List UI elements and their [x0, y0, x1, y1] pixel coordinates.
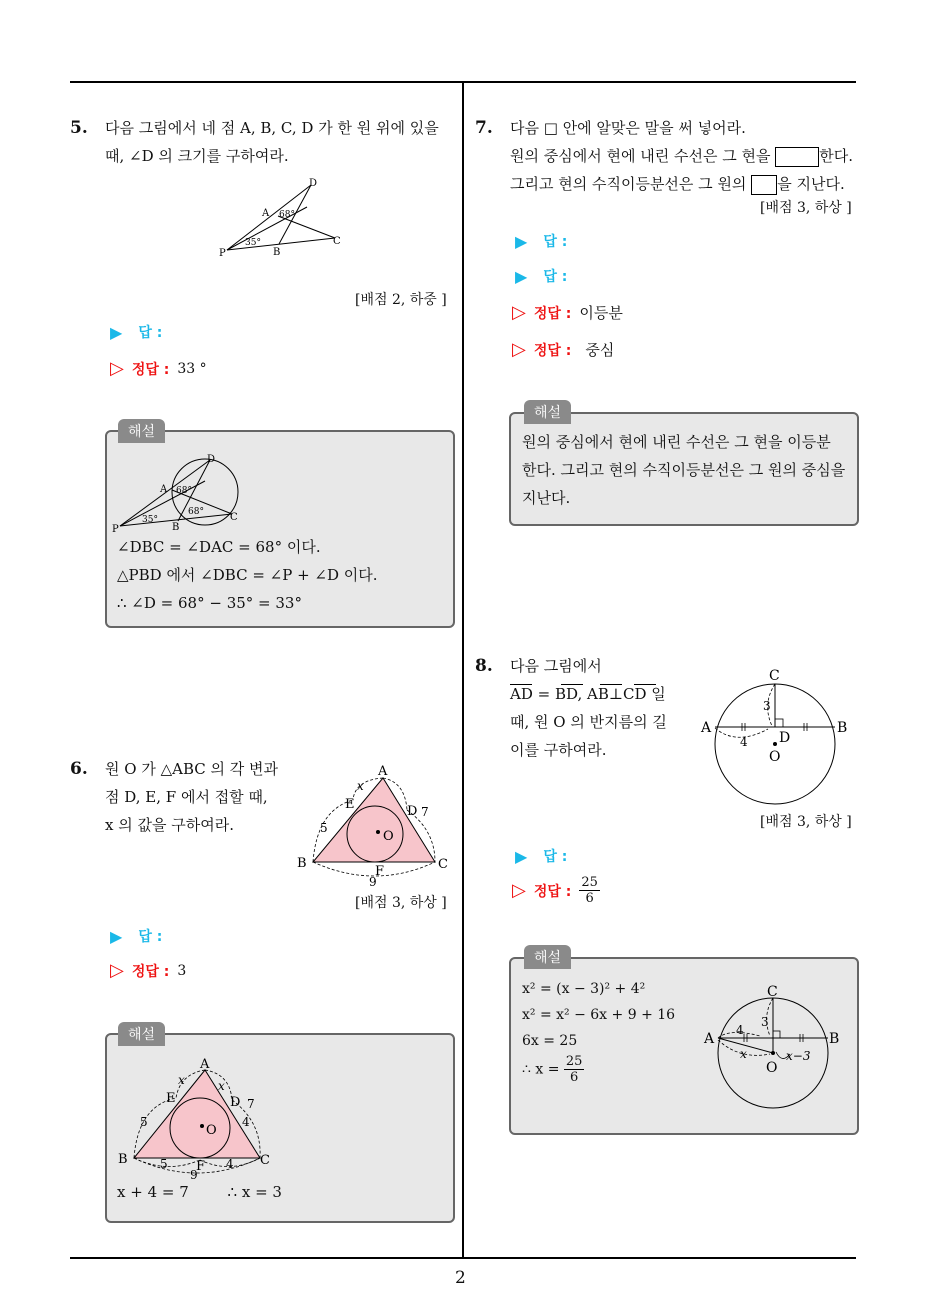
- exp6-fig-4b: 4: [226, 1157, 234, 1171]
- q7-correct-row-1: [512, 302, 623, 323]
- q5-explanation-figure: [110, 448, 250, 538]
- q5-number: 5.: [70, 118, 88, 138]
- answer-label: 답 :: [138, 325, 163, 341]
- exp6-fig-o: O: [206, 1123, 217, 1138]
- exp-angle-68b: 68°: [188, 507, 204, 517]
- q5-question: 다음 그림에서 네 점 A, B, C, D 가 한 원 위에 있을 때, ∠D 의 크기를 구하여라.: [105, 119, 439, 165]
- q6-meta: [배점 3, 하상 ]: [355, 895, 447, 911]
- q6-number: 6.: [70, 759, 88, 779]
- q8-fig-4: 4: [740, 735, 748, 749]
- q7-correct-row-2: [512, 339, 614, 360]
- q7-explanation-tab: 해설: [524, 400, 571, 424]
- q6-fig-o: O: [383, 829, 394, 844]
- exp-fig-p: P: [112, 524, 119, 535]
- exp6-fig-5a: 5: [140, 1115, 148, 1129]
- answer-label: 답 :: [543, 269, 568, 285]
- q5-explanation-text: ∠DBC = ∠DAC = 68° 이다. △PBD 에서 ∠DBC = ∠P + ∠D 이다. ∴ ∠D = 68° − 35° = 33°: [117, 538, 378, 612]
- q7-answer-row-2: [515, 266, 567, 286]
- exp-fig-a: A: [160, 484, 168, 495]
- q8-overline-ad: [510, 684, 532, 685]
- q8-fig-o: O: [769, 749, 781, 765]
- fig-a: A: [262, 208, 270, 219]
- q6-question: 원 O 가 △ABC 의 각 변과 점 D, E, F 에서 접할 때, x 의 값을 구하여라.: [105, 760, 278, 834]
- q6-fig-d: D: [407, 804, 418, 819]
- exp8-fig-3: 3: [761, 1015, 769, 1029]
- q8-answer-row: [515, 846, 567, 866]
- q6-fig-9: 9: [369, 875, 377, 889]
- q6-fig-b: B: [297, 856, 307, 871]
- q7-number: 7.: [475, 118, 493, 138]
- q5-correct-value: 33 °: [177, 360, 207, 377]
- angle-68-label: 68°: [279, 210, 295, 220]
- q6-fig-7: 7: [421, 805, 429, 819]
- q6-fig-e: E: [345, 797, 355, 812]
- q5-figure: [215, 172, 350, 264]
- fig-b: B: [273, 247, 281, 258]
- exp-angle-35: 35°: [142, 515, 158, 525]
- exp6-fig-f: F: [196, 1159, 206, 1174]
- exp8-fig-c: C: [767, 984, 778, 1000]
- q6-fig-x: x: [357, 779, 364, 793]
- correct-label: 정답 :: [533, 883, 572, 900]
- q6-answer-row: [110, 926, 162, 946]
- q5-answer-row: [110, 322, 162, 342]
- fig-p: P: [219, 248, 226, 259]
- exp6-fig-7: 7: [247, 1097, 255, 1111]
- exp6-fig-e: E: [166, 1091, 176, 1106]
- answer-arrow-icon: ▶: [110, 926, 123, 946]
- q6-fig-c: C: [438, 857, 448, 872]
- page-number: 2: [455, 1268, 466, 1288]
- correct-label: 정답 :: [533, 342, 572, 359]
- answer-arrow-icon: ▶: [515, 266, 528, 286]
- q8-correct-fraction: $\frac{25}{6}$: [581, 875, 598, 906]
- correct-arrow-icon: ▷: [512, 302, 526, 323]
- q6-explanation-tab: 해설: [118, 1022, 165, 1046]
- correct-arrow-icon: ▷: [512, 880, 526, 901]
- q6-fig-f: F: [375, 864, 385, 879]
- correct-arrow-icon: ▷: [110, 358, 124, 379]
- q6-fig-a: A: [378, 764, 388, 779]
- q8-explanation-tab: 해설: [524, 945, 571, 969]
- q7-explanation-text: 원의 중심에서 현에 내린 수선은 그 현을 이등분 한다. 그리고 현의 수직이등분선은 그 원의 중심을 지난다.: [522, 433, 846, 507]
- q6-correct-row: [110, 960, 186, 981]
- q8-figure: [696, 664, 856, 809]
- q7-blank-1[interactable]: [775, 147, 819, 167]
- q7-correct-value-1: 이등분: [579, 304, 623, 322]
- q7-answer-row-1: [515, 231, 567, 251]
- answer-label: 답 :: [543, 849, 568, 865]
- q8-correct-row: [512, 875, 600, 906]
- q8-overline-ab: [600, 684, 622, 685]
- exp6-fig-a: A: [200, 1057, 210, 1072]
- q5-correct-row: [110, 358, 207, 379]
- q7-correct-value-2: 중심: [585, 341, 615, 359]
- q5-explanation-tab: 해설: [118, 419, 165, 443]
- q5-meta: [배점 2, 하중 ]: [355, 292, 447, 308]
- exp-fig-d: D: [207, 454, 216, 465]
- fig-c: C: [333, 236, 341, 247]
- q8-fig-d: D: [779, 730, 791, 746]
- q8-fig-3: 3: [763, 699, 771, 713]
- correct-arrow-icon: ▷: [512, 339, 526, 360]
- exp-fig-c: C: [230, 512, 238, 523]
- exp-angle-68a: 68°: [176, 486, 192, 496]
- q8-exp-fraction: $\frac{25}{6}$: [565, 1054, 583, 1085]
- q7-question: 다음 □ 안에 알맞은 말을 써 넣어라. 원의 중심에서 현에 내린 수선은 그 현을 한다. 그리고 현의 수직이등분선은 그 원의 을 지난다.: [510, 119, 853, 193]
- angle-35-label: 35°: [245, 238, 261, 248]
- answer-arrow-icon: ▶: [515, 846, 528, 866]
- exp8-fig-b: B: [829, 1031, 840, 1047]
- exp6-fig-x2: x: [218, 1079, 225, 1093]
- q6-explanation-text: x + 4 = 7 ∴ x = 3: [117, 1183, 282, 1201]
- answer-label: 답 :: [138, 929, 163, 945]
- correct-label: 정답 :: [533, 305, 572, 322]
- q6-figure: [295, 760, 455, 890]
- exp6-fig-4a: 4: [242, 1115, 250, 1129]
- q6-fig-5: 5: [320, 821, 328, 835]
- q8-number: 8.: [475, 656, 493, 676]
- answer-label: 답 :: [543, 234, 568, 250]
- column-divider: [462, 81, 464, 1259]
- answer-arrow-icon: ▶: [110, 322, 123, 342]
- q8-overline-bd: [561, 684, 583, 685]
- fig-d: D: [309, 178, 318, 189]
- q8-question: 다음 그림에서 AD = BD, AB⊥CD 일 때, 원 O 의 반지름의 길 이를 구하여라.: [510, 657, 667, 759]
- exp8-fig-a: A: [704, 1031, 715, 1047]
- correct-label: 정답 :: [131, 963, 170, 980]
- q8-explanation-text: x² = (x − 3)² + 4² x² = x² − 6x + 9 + 16 6x = 25 ∴ x = $\frac{25}{6}$: [522, 981, 676, 1085]
- exp6-fig-c: C: [260, 1153, 270, 1168]
- exp8-fig-xm3: x−3: [786, 1049, 811, 1063]
- exp6-fig-5b: 5: [160, 1157, 168, 1171]
- q8-overline-cd: [634, 684, 656, 685]
- exp-fig-b: B: [172, 522, 180, 533]
- q8-fig-a: A: [701, 720, 712, 736]
- correct-label: 정답 :: [131, 361, 170, 378]
- correct-arrow-icon: ▷: [110, 960, 124, 981]
- exp6-fig-x1: x: [178, 1073, 185, 1087]
- q7-meta: [배점 3, 하상 ]: [760, 200, 852, 216]
- q8-meta: [배점 3, 하상 ]: [760, 814, 852, 830]
- bottom-rule: [70, 1257, 856, 1259]
- q7-blank-2[interactable]: [751, 175, 777, 195]
- q8-explanation-figure: [700, 980, 850, 1112]
- exp8-fig-o: O: [766, 1060, 778, 1076]
- exp6-fig-d: D: [230, 1095, 241, 1110]
- exp6-fig-9: 9: [190, 1168, 198, 1181]
- q8-fig-c: C: [769, 668, 780, 684]
- answer-arrow-icon: ▶: [515, 231, 528, 251]
- exp8-fig-4: 4: [736, 1023, 744, 1037]
- q6-correct-value: 3: [177, 962, 187, 979]
- q6-explanation-figure: [112, 1056, 282, 1181]
- q8-fig-b: B: [837, 720, 848, 736]
- exp8-fig-x: x: [740, 1047, 747, 1061]
- exp6-fig-b: B: [118, 1152, 128, 1167]
